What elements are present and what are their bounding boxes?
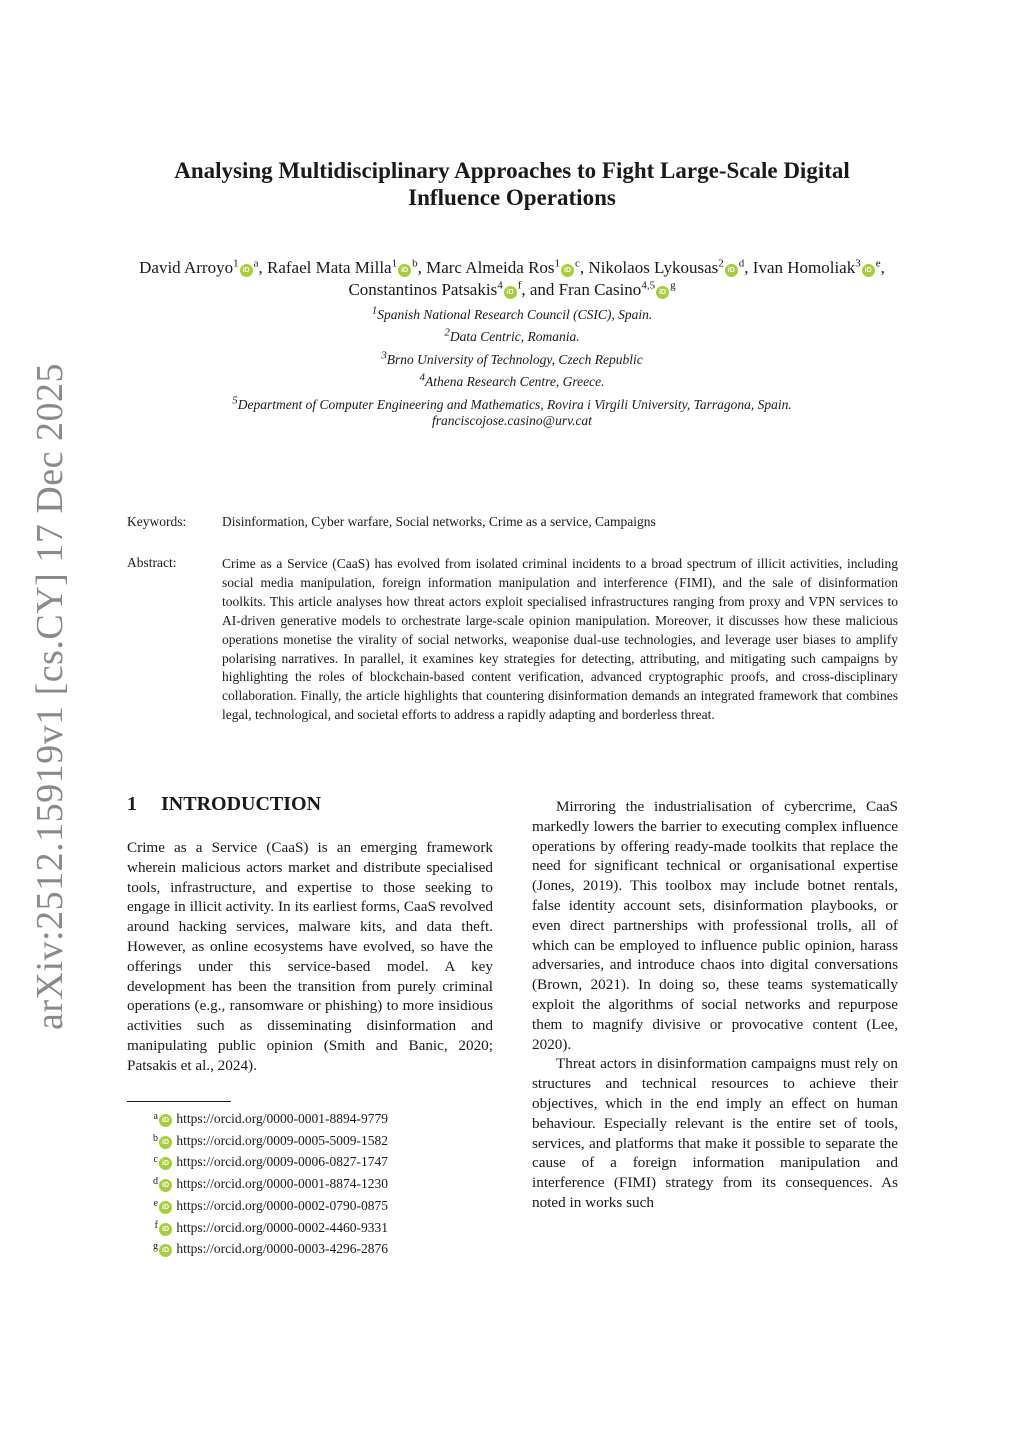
title-line-2: Influence Operations	[408, 185, 616, 210]
orcid-icon: iD	[159, 1157, 172, 1170]
author: David $Arroyo^1iD^a$,	[139, 257, 267, 277]
abstract-label: Abstract:	[127, 555, 177, 570]
author: Rafael Mata $Milla^1iD^b$,	[266, 257, 427, 277]
author: Fran $Casino^{4,5}iD^g$	[558, 279, 676, 299]
footnote-rule	[127, 1101, 231, 1102]
orcid-link[interactable]: https://orcid.org/0009-0005-5009-1582	[176, 1132, 388, 1148]
footnote: b iD https://orcid.org/0009-0005-5009-1582	[153, 1132, 388, 1148]
orcid-icon[interactable]: iD	[862, 264, 875, 277]
contact-email[interactable]: franciscojose.casino@urv.cat	[432, 413, 592, 428]
affiliation: $^1$Spanish National Research Council (CSIC), Spain.	[371, 304, 653, 322]
orcid-icon[interactable]: iD	[656, 286, 669, 299]
affiliation: $^2$Data Centric, Romania.	[444, 326, 580, 345]
footnote: a iD https://orcid.org/0000-0001-8894-9779	[153, 1111, 388, 1126]
author: Marc Almeida $Ros^1iD^c$,	[426, 257, 589, 277]
footnote: g iD https://orcid.org/0000-0003-4296-2876	[153, 1241, 388, 1257]
author: Ivan $Homoliak^3iD^e$,	[752, 257, 885, 277]
footnote: d iD https://orcid.org/0000-0001-8874-1230	[153, 1176, 388, 1192]
author-list	[120, 257, 904, 301]
orcid-link[interactable]: https://orcid.org/0009-0006-0827-1747	[176, 1154, 388, 1170]
orcid-icon[interactable]: iD	[725, 264, 738, 277]
paragraph: Crime as a Service (CaaS) is an emerging framework wherein malicious actors market and distribute specialised tools, infrastructure, and expertise to those seeking to engage in illicit activity. In its earliest forms, CaaS revolved around hacking services, malware kits, and data theft. However, as online ecosystems have evolved, so have the offerings under this service-based model. A key development has been the transition from purely criminal operations (e.g., ransomware or phishing) to more insidious activities such as disseminating disinformation and manipulating public opinion (Smith and Banic, 2020; Patsakis et al., 2024).	[127, 839, 493, 1074]
author: Constantinos $Patsakis^4iD^f$, and	[348, 279, 559, 299]
orcid-icon[interactable]: iD	[240, 264, 253, 277]
paragraph: Mirroring the industrialisation of cybercrime, CaaS markedly lowers the barrier to executing complex influence operations by offering ready-made toolkits that replace the need for significant technical or organisational expertise (Jones, 2019). This toolbox may include botnet rentals, false identity account sets, disinformation playbooks, or even direct partnerships with professional trolls, all of which can be employed to influence public opinion, harass adversaries, and introduce chaos into digital conversations (Brown, 2021). In doing so, these teams systematically exploit the algorithms of social networks and repurpose them to magnify divisive or provocative content (Lee, 2020).	[532, 798, 898, 1053]
orcid-link[interactable]: https://orcid.org/0000-0001-8874-1230	[176, 1176, 388, 1192]
orcid-icon: iD	[159, 1223, 172, 1236]
orcid-icon[interactable]: iD	[504, 286, 517, 299]
arxiv-identifier: arXiv:2512.15919v1 [cs.CY] 17 Dec 2025	[29, 362, 71, 1030]
paragraph: Threat actors in disinformation campaigns must rely on structures and technical resources to achieve their objectives, which in the end imply an effect on human behaviour. Especially relevant is the entire set of tools, services, and platforms that make it possible to separate the cause of a foreign information manipulation and interference (FIMI) strategy from its consequences. As noted in works such	[532, 1055, 898, 1211]
orcid-link[interactable]: https://orcid.org/0000-0002-0790-0875	[176, 1197, 388, 1213]
section-title: INTRODUCTION	[161, 793, 322, 815]
footnote: e iD https://orcid.org/0000-0002-0790-0875	[153, 1197, 388, 1213]
abstract-text: Crime as a Service (CaaS) has evolved from isolated criminal incidents to a broad spectrum of illicit activities, including social media manipulation, foreign information manipulation and interference (FIMI), and the sale of disinformation toolkits. This article analyses how threat actors exploit specialised infrastructures ranging from proxy and VPN services to AI-driven generative models to orchestrate large-scale opinion manipulation. Moreover, it discusses how these malicious operations monetise the virality of social networks, weaponise dual-use technologies, and leverage user biases to amplify polarising narratives. In parallel, it examines key strategies for detecting, attributing, and mitigating such campaigns by highlighting the roles of blockchain-based content verification, advanced cryptographic proofs, and cross-disciplinary collaboration. Finally, the article highlights that countering disinformation demands an integrated framework that combines legal, technological, and societal efforts to address a rapidly adapting and borderless threat.	[222, 556, 898, 723]
orcid-link[interactable]: https://orcid.org/0000-0002-4460-9331	[176, 1219, 388, 1235]
affiliation: $^5$Department of Computer Engineering and Mathematics, Rovira i Virgili University, Tarragona, Spain.	[232, 394, 792, 412]
affiliation: $^4$Athena Research Centre, Greece.	[419, 371, 605, 390]
orcid-icon: iD	[159, 1201, 172, 1214]
left-column	[127, 838, 493, 1076]
keywords-label: Keywords:	[127, 514, 187, 529]
orcid-link[interactable]: https://orcid.org/0000-0003-4296-2876	[176, 1241, 388, 1257]
orcid-icon[interactable]: iD	[398, 264, 411, 277]
orcid-link[interactable]: https://orcid.org/0000-0001-8894-9779	[176, 1111, 388, 1126]
title-line-1: Analysing Multidisciplinary Approaches to Fight Large-Scale Digital	[174, 158, 850, 183]
footnote: c iD https://orcid.org/0009-0006-0827-1747	[153, 1154, 388, 1170]
right-column	[532, 797, 898, 1213]
author: Nikolaos $Lykousas^2iD^d$,	[588, 257, 753, 277]
paper-title	[120, 157, 904, 211]
affiliations	[120, 304, 904, 416]
keywords-text: Disinformation, Cyber warfare, Social networks, Crime as a service, Campaigns	[222, 514, 656, 529]
section-number: 1	[127, 793, 137, 815]
orcid-icon: iD	[159, 1114, 172, 1127]
orcid-icon: iD	[159, 1244, 172, 1257]
footnotes	[148, 1107, 388, 1259]
orcid-icon: iD	[159, 1136, 172, 1149]
affiliation: $^3$Brno University of Technology, Czech Republic	[381, 349, 643, 367]
footnote: f iD https://orcid.org/0000-0002-4460-9331	[154, 1219, 388, 1235]
orcid-icon: iD	[159, 1179, 172, 1192]
section-heading	[127, 793, 321, 816]
orcid-icon[interactable]: iD	[561, 264, 574, 277]
